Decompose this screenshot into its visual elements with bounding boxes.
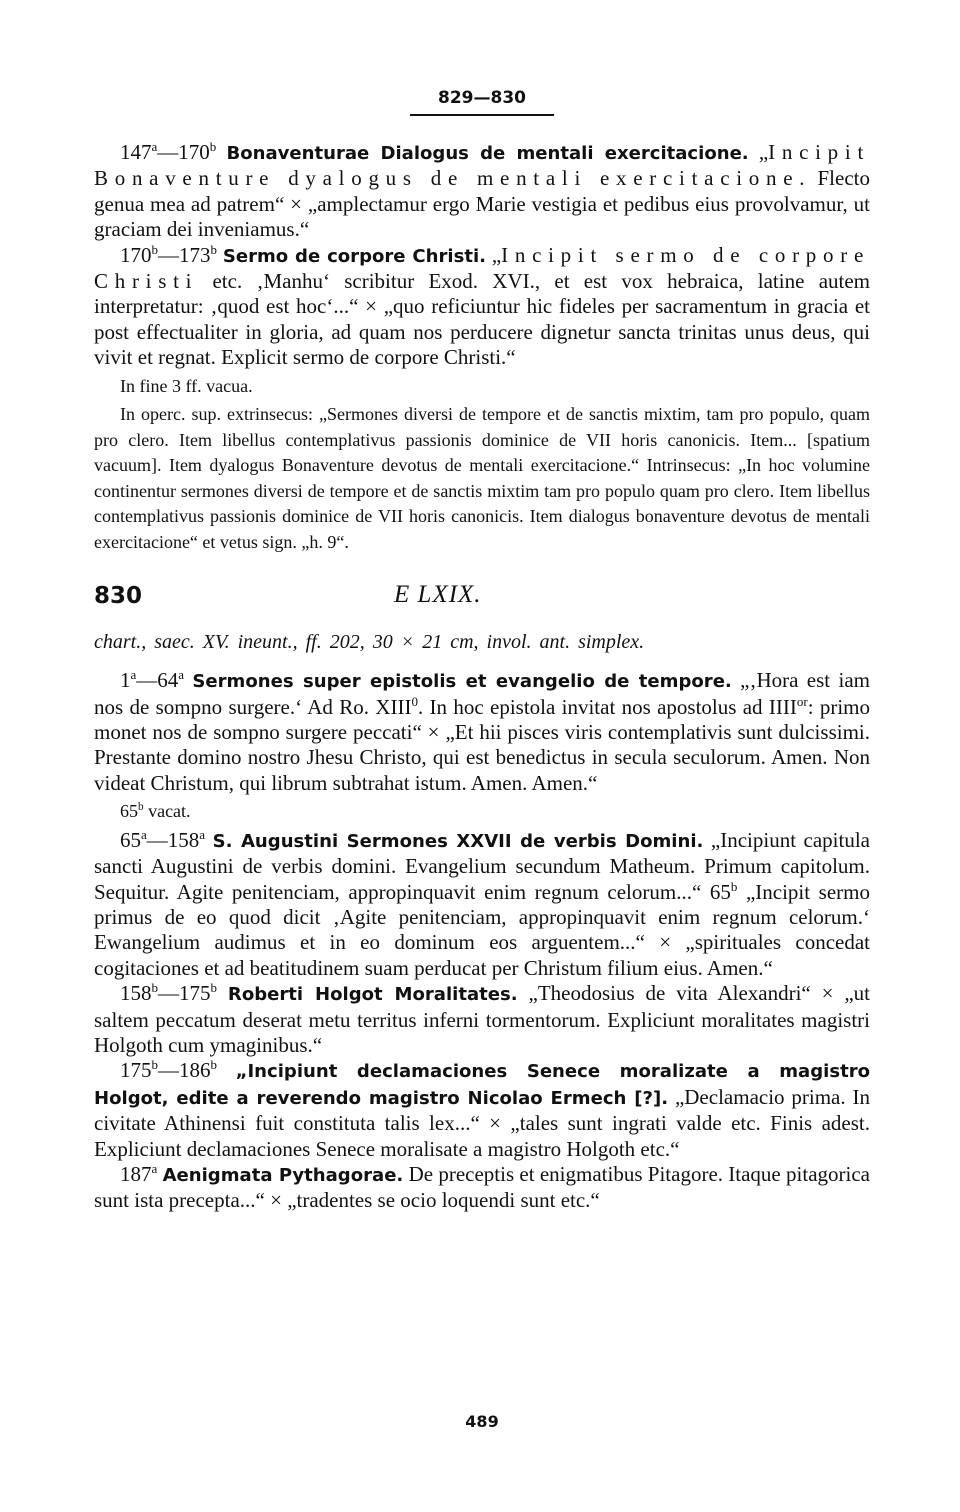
- folio-start: 170: [120, 242, 152, 267]
- item-text: „‚Hora est iam nos de sompno surgere.‘ Ad Ro. XIII: [94, 668, 870, 719]
- note-in-fine: In fine 3 ff. vacua.: [120, 375, 253, 396]
- item-aenigmata-pythagorae: 187$^a$ Aenigmata Pythagorae. De preceptis et enigmatibus Pitagore. Itaque pitagorica sunt ista precepta...“ × „tradentes se ocio loquendi sunt etc.“: [94, 1160, 870, 1213]
- incipit-spaced: Incipit sermo de corpore Christi: [94, 242, 870, 294]
- folio-start: 175: [120, 1058, 152, 1083]
- folio-end: 186: [179, 1058, 211, 1083]
- item-sermones-super-epistolis: 1$^a$—64$^a$ Sermones super epistolis et evangelio de tempore. „‚Hora est iam nos de sompno surgere.‘ Ad Ro. XIII$^0$. In hoc epistola invitat nos apostolus ad $IIII^{or}$: primo monet nos de sompno surgere peccati“ × „Et hii pisces viris contemplativis sunt dulcissimi. Prestante domino nostro Jhesu Christo, qui est benedictus in secula seculorum. Amen. Non videat Christum, qui librum subtrahat istum. Amen. Amen.“: [94, 667, 870, 795]
- folio-end: 173: [179, 242, 211, 267]
- note-vacat: 65$^b$ vacat.: [120, 801, 191, 822]
- folio-end: 175: [179, 981, 211, 1006]
- item-title: Sermo de corpore Christi.: [222, 245, 486, 267]
- item-declamaciones-senece: 175$^b$—186$^b$ „Incipiunt declamaciones Senece moralizate a magistro Holgot, edite a reverendo magistro Nicolao Ermech [?]. „Declamacio prima. In civitate Athinensi fuit constituta talis lex...“ × „tales sunt ingrati valde etc. Finis adest. Expliciunt declamaciones Senece moralisate a magistro Holgoth etc.“: [94, 1057, 870, 1161]
- page-range: 829—830: [410, 88, 554, 116]
- item-text: „Incipiunt capitula sancti Augustini de verbis domini. Evangelium secundum Matheum. Primum capitolum. Sequitur. Agite penitenciam, appropinquavit enim regnum celorum...“ 65: [94, 827, 871, 904]
- folio-end: 158: [167, 827, 200, 852]
- folio-end: 64: [157, 668, 179, 693]
- item-sermo-de-corpore: 170$^b$—173$^b$ Sermo de corpore Christi. „Incipit sermo de corpore Christi etc. ‚Manhu‘ scribitur Exod. XVI., et est vox hebraica, latine autem interpretatur: ‚quod est hoc‘...“ × „quo reficiuntur hic fideles per sacramentum in gracia et post effectualiter in gloria, ad quam nos perducere dignetur sancta trinitas unus deus, qui vivit et regnat. Explicit sermo de corpore Christi.“: [94, 241, 870, 370]
- item-text: Flecto genua mea ad patrem“ × „amplectamur ergo Marie vestigia et pedibus eius provolvamur, ut graciam dei inveniamus.“: [94, 166, 870, 242]
- document-page: [94, 0, 870, 1512]
- folio-start: 1: [120, 668, 131, 693]
- item-title: Bonaventurae Dialogus de mentali exercitacione.: [226, 143, 749, 164]
- page-number: 489: [465, 1412, 499, 1431]
- item-text: „Declamacio prima. In civitate Athinensi fuit constituta talis lex...“ × „tales sunt ingrati valde etc. Finis adest. Expliciunt declamaciones Senece moralisate a magistro Holgoth etc.“: [94, 1084, 870, 1161]
- item-text: „Theodosius de vita Alexandri“ × „ut saltem peccatum deserat metu territus inferni tormentorum. Expliciunt moralitates magistri Holgoth cum ymaginibus.“: [94, 981, 870, 1057]
- note-operculum: In operc. sup. extrinsecus: „Sermones diversi de tempore et de sanctis mixtim, tam pro populo, quam pro clero. Item libellus contemplativus passionis dominice de VII horis canonicis. Item... [spatium vacuum]. Item dyalogus Bonaventure devotus de mentali exercitacione.“ Intrinsecus: „In hoc volumine continentur sermones diversi de tempore et de sanctis mixtim tam pro populo quam pro clero. Item libellus contemplativus passionis dominice de VII horis canonicis. Item dialogus bonaventure devotus de mentali exercitacione“ et vetus sign. „h. 9“.: [94, 404, 870, 552]
- running-header: [94, 88, 870, 116]
- item-augustini-sermones: 65$^a$—158$^a$ S. Augustini Sermones XXVII de verbis Domini. „Incipiunt capitula sancti Augustini de verbis domini. Evangelium secundum Matheum. Primum capitolum. Sequitur. Agite penitenciam, appropinquavit enim regnum celorum...“ 65$^b$ „Incipit sermo primus de eo quod dicit ‚Agite penitenciam, appropinquavit enim regnum celorum.‘ Ewangelium audimus et in eo dominum eos arguentem...“ × „spirituales concedat cogitaciones et ad beatitudinem suam perducat per Christum filium eius. Amen.“: [94, 826, 871, 980]
- item-title: „Incipiunt declamaciones Senece moralizate a magistro Holgot, edite a reverendo magistro Nicolao Ermech [?].: [94, 1061, 870, 1109]
- entry-signature: E LXIX.: [394, 581, 482, 609]
- folio-start: 147: [120, 140, 152, 164]
- item-holgot-moralitates: 158$^b$—175$^b$ Roberti Holgot Moralitates. „Theodosius de vita Alexandri“ × „ut saltem peccatum deserat metu territus inferni tormentorum. Expliciunt moralitates magistri Holgoth cum ymaginibus.“: [94, 980, 870, 1057]
- catalog-content: [94, 140, 870, 1214]
- folio-start: 187: [120, 1161, 152, 1186]
- item-title: Sermones super epistolis et evangelio de tempore.: [192, 671, 732, 693]
- folio-start: 65: [120, 827, 141, 852]
- entry-number: 830: [94, 583, 143, 610]
- item-title: Roberti Holgot Moralitates.: [227, 984, 518, 1006]
- item-dialogus-bonaventurae: 147$^a$—170$^b$ Bonaventurae Dialogus de mentali exercitacione. „Incipit Bonaventure dyalogus de mentali exercitacione. Flecto genua mea ad patrem“ × „amplectamur ergo Marie vestigia et pedibus eius provolvamur, ut graciam dei inveniamus.“: [94, 139, 871, 242]
- entry-heading: [94, 579, 870, 619]
- item-text: etc. ‚Manhu‘ scribitur Exod. XVI., et est vox hebraica, latine autem interpretatur: ‚quod est hoc‘...“ × „quo reficiuntur hic fideles per sacramentum in gracia et post effectualiter in gloria, ad quam nos perducere dignetur sancta trinitas unus deus, qui vivit et regnat. Explicit sermo de corpore Christi.“: [94, 269, 870, 370]
- entry-description: chart., saec. XV. ineunt., ff. 202, 30 × 21 cm, invol. ant. simplex.: [94, 631, 645, 654]
- item-text: De preceptis et enigmatibus Pitagore. Itaque pitagorica sunt ista precepta...“ × „tradentes se ocio loquendi sunt etc.“: [94, 1161, 870, 1213]
- incipit-spaced: Incipit Bonaventure dyalogus de mentali exercitacione.: [94, 140, 871, 191]
- item-title: S. Augustini Sermones XXVII de verbis Domini.: [212, 830, 704, 852]
- folio-end: 170: [178, 140, 210, 164]
- item-title: Aenigmata Pythagorae.: [162, 1164, 404, 1186]
- folio-start: 158: [120, 981, 152, 1006]
